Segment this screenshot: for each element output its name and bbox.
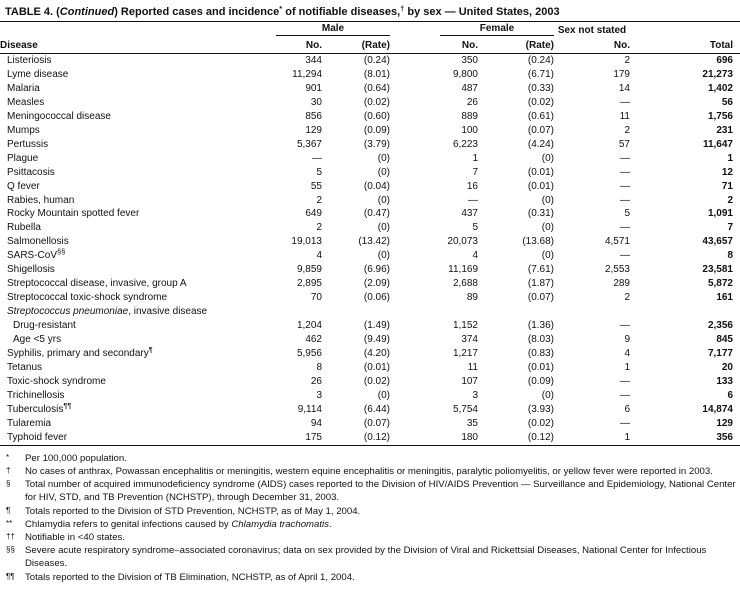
sex-not-stated-no-cell: —	[620, 152, 630, 164]
table-row	[0, 207, 740, 221]
female-no-cell: 16	[466, 180, 478, 192]
female-no-cell: 1,152	[452, 320, 478, 332]
female-no-cell: 374	[461, 334, 478, 346]
total-cell: 7	[727, 222, 733, 234]
sex-not-stated-no-cell: —	[620, 222, 630, 234]
male-no-cell: 5,956	[296, 348, 322, 360]
footnote	[6, 571, 736, 584]
male-no-cell: 5	[316, 166, 322, 178]
table-row	[0, 96, 740, 110]
footnote-ref: ¶	[148, 345, 153, 355]
female-no-cell: 4	[472, 250, 478, 262]
female-no-cell: 437	[461, 208, 478, 220]
male-no-cell: 856	[305, 110, 322, 122]
male-no-cell: 4	[316, 250, 322, 262]
footnote-ref-dagger: †	[400, 4, 405, 13]
male-rate-cell: (0.09)	[363, 124, 390, 136]
female-no-cell: 35	[466, 417, 478, 429]
disease-name: SARS-CoV§§	[7, 247, 66, 262]
disease-name: Tuberculosis¶¶	[7, 400, 72, 415]
footnote-text: Totals reported to the Division of STD Prevention, NCHSTP, as of May 1, 2004.	[25, 505, 361, 517]
table-row	[0, 249, 740, 263]
total-cell: 23,581	[702, 264, 733, 276]
disease-name: Streptococcal disease, invasive, group A	[7, 278, 187, 290]
male-rate-cell: (0)	[377, 152, 390, 164]
disease-name: Q fever	[7, 180, 40, 192]
disease-name: Meningococcal disease	[7, 110, 111, 122]
total-cell: 6	[727, 389, 733, 401]
male-no-cell: 11,294	[292, 68, 322, 80]
female-no-cell: —	[468, 194, 478, 206]
group-header-spacer-right	[630, 22, 740, 36]
total-column-header: Total	[630, 36, 740, 54]
disease-name: Listeriosis	[7, 55, 52, 66]
female-rate-cell: (0.02)	[527, 96, 554, 108]
female-group-header-cell	[390, 22, 554, 36]
footnote-text: Totals reported to the Division of TB Elimination, NCHSTP, as of April 1, 2004.	[25, 571, 355, 583]
disease-name: Tularemia	[7, 417, 52, 429]
table-row	[0, 152, 740, 166]
male-rate-cell: (4.20)	[363, 348, 390, 360]
footnote	[6, 478, 736, 504]
male-rate-cell: (1.49)	[363, 320, 390, 332]
total-cell: 21,273	[702, 68, 733, 80]
female-no-cell: 11,169	[448, 264, 478, 276]
female-no-cell: 2,688	[452, 278, 478, 290]
sex-not-stated-no-cell: 179	[613, 68, 630, 80]
male-group-header-cell	[244, 22, 390, 36]
total-cell: 696	[716, 55, 733, 66]
footnote-marker: *	[6, 452, 10, 462]
female-rate-cell: (0.61)	[527, 110, 554, 122]
table-row	[0, 347, 740, 361]
title-text-4: by sex — United States, 2003	[404, 6, 560, 18]
female-no-cell: 11	[467, 361, 478, 373]
total-cell: 2	[727, 194, 733, 206]
table-row	[0, 361, 740, 375]
disease-name: Lyme disease	[7, 68, 69, 80]
table-row	[0, 305, 740, 319]
female-rate-cell: (0)	[541, 152, 554, 164]
female-rate-cell: (3.93)	[527, 403, 554, 415]
male-no-cell: 1,204	[296, 320, 322, 332]
sex-not-stated-no-cell: 6	[624, 403, 630, 415]
female-rate-cell: (0)	[541, 194, 554, 206]
total-cell: 5,872	[707, 278, 733, 290]
group-header-spacer	[0, 22, 244, 36]
footnote	[6, 465, 736, 478]
total-cell: 133	[716, 375, 733, 387]
footnote-marker: §§	[6, 545, 15, 555]
male-rate-cell: (8.01)	[363, 68, 390, 80]
male-no-cell: 2,895	[296, 278, 322, 290]
male-rate-cell: (0.07)	[363, 417, 390, 429]
total-cell: 845	[716, 334, 733, 346]
sex-not-stated-no-cell: —	[620, 320, 630, 332]
total-cell: 1,402	[707, 82, 733, 94]
female-rate-cell: (0.31)	[527, 208, 554, 220]
male-rate-cell: (0.06)	[363, 292, 390, 304]
female-rate-cell: (0.33)	[527, 82, 554, 94]
male-rate-cell: (0)	[377, 222, 390, 234]
female-rate-cell: (0)	[541, 389, 554, 401]
table-row	[0, 180, 740, 194]
female-rate-cell: (0.09)	[527, 375, 554, 387]
table-row	[0, 291, 740, 305]
footnote-marker: §	[6, 479, 11, 489]
footnote-ref: ¶¶	[63, 400, 72, 410]
table-row	[0, 333, 740, 347]
male-rate-cell: (2.09)	[363, 278, 390, 290]
disease-name: Malaria	[7, 82, 40, 94]
female-no-cell: 180	[461, 431, 478, 443]
female-no-cell: 1,217	[452, 348, 478, 360]
sex-not-stated-no-cell: 11	[619, 110, 630, 122]
male-no-cell: 94	[310, 417, 322, 429]
female-no-cell: 20,073	[447, 236, 478, 248]
disease-name: Salmonellosis	[7, 236, 69, 248]
disease-name: Rocky Mountain spotted fever	[7, 208, 140, 220]
male-group-label: Male	[276, 23, 390, 36]
sex-not-stated-no-cell: 14	[618, 82, 630, 94]
footnote	[6, 531, 736, 544]
female-group-label: Female	[440, 23, 554, 36]
total-cell: 71	[721, 180, 733, 192]
total-cell: 356	[716, 431, 733, 443]
table-row	[0, 403, 740, 417]
male-rate-cell: (0.64)	[363, 82, 390, 94]
male-rate-cell: (0.02)	[363, 375, 390, 387]
male-no-cell: 70	[310, 292, 322, 304]
table-row	[0, 194, 740, 208]
title-text-2: ) Reported cases and incidence	[114, 6, 280, 18]
male-no-cell: 2	[316, 222, 322, 234]
total-cell: 231	[716, 124, 733, 136]
total-cell: 1,091	[707, 208, 733, 220]
table-row	[0, 431, 740, 445]
female-no-cell: 889	[461, 110, 478, 122]
male-no-cell: 5,367	[296, 138, 322, 150]
male-rate-column-header: (Rate)	[322, 36, 390, 54]
sex-not-stated-no-cell: 289	[613, 278, 630, 290]
female-rate-cell: (0.02)	[527, 417, 554, 429]
female-rate-cell: (0)	[541, 222, 554, 234]
table-title	[0, 0, 740, 22]
footnote-text: No cases of anthrax, Powassan encephalitis or meningitis, western equine encephalitis or meningitis, paralytic poliomyelitis, or yellow fever were reported in 2003.	[25, 465, 713, 477]
total-cell: 161	[716, 292, 733, 304]
sex-not-stated-no-cell: —	[620, 194, 630, 206]
male-rate-cell: (0)	[377, 389, 390, 401]
male-no-cell: 19,013	[291, 236, 322, 248]
total-cell: 56	[721, 96, 733, 108]
female-rate-cell: (0.24)	[527, 55, 554, 66]
male-no-cell: 9,859	[296, 264, 322, 276]
male-no-cell: 462	[305, 334, 322, 346]
table-row	[0, 54, 740, 68]
footnote-text: Notifiable in <40 states.	[25, 531, 125, 543]
footnote	[6, 518, 736, 531]
female-no-cell: 7	[472, 166, 478, 178]
female-no-cell: 89	[466, 292, 478, 304]
footnote-text: Chlamydia refers to genital infections caused by Chlamydia trachomatis.	[25, 518, 332, 530]
male-rate-cell: (6.96)	[363, 264, 390, 276]
male-no-cell: 344	[305, 55, 322, 66]
total-cell: 1,756	[707, 110, 733, 122]
disease-name: Streptococcus pneumoniae, invasive disease	[7, 306, 208, 318]
male-rate-cell: (13.42)	[358, 236, 390, 248]
disease-name: Toxic-shock syndrome	[7, 375, 106, 387]
female-no-cell: 5	[472, 222, 478, 234]
female-no-cell: 6,223	[452, 138, 478, 150]
disease-name: Measles	[7, 96, 45, 108]
disease-name: Trichinellosis	[7, 389, 65, 401]
male-rate-cell: (0)	[377, 194, 390, 206]
female-rate-cell: (4.24)	[527, 138, 554, 150]
sex-not-stated-no-cell: 2,553	[604, 264, 630, 276]
footnote	[6, 452, 736, 465]
female-no-cell: 487	[461, 82, 478, 94]
female-rate-cell: (7.61)	[527, 264, 554, 276]
female-rate-cell: (6.71)	[527, 68, 554, 80]
male-rate-cell: (6.44)	[363, 403, 390, 415]
footnote-text: Total number of acquired immunodeficiency syndrome (AIDS) cases reported to the Division of HIV/AIDS Prevention — Surveillance and Epidemiology, National Center for HIV, STD, and TB Prevention (NCHSTP), through December 31, 2003.	[25, 479, 736, 504]
sex-not-stated-no-cell: 9	[624, 334, 630, 346]
male-no-cell: 9,114	[297, 403, 322, 415]
male-rate-cell: (0)	[377, 166, 390, 178]
table-row	[0, 319, 740, 333]
table-row	[0, 417, 740, 431]
male-rate-cell: (0)	[377, 250, 390, 262]
female-no-cell: 9,800	[452, 68, 478, 80]
footnote-text: Severe acute respiratory syndrome–associated coronavirus; data on sex provided by the Division of Viral and Rickettsial Diseases, National Center for Infectious Diseases.	[25, 545, 707, 570]
disease-name: Streptococcal toxic-shock syndrome	[7, 292, 168, 304]
male-no-cell: 8	[316, 361, 322, 373]
male-rate-cell: (0.24)	[363, 55, 390, 66]
female-rate-cell	[478, 305, 554, 319]
female-rate-cell: (8.03)	[527, 334, 554, 346]
table-row	[0, 375, 740, 389]
disease-name: Shigellosis	[7, 264, 55, 276]
sex-not-stated-group-header-cell	[554, 22, 630, 36]
notifiable-diseases-table	[0, 22, 740, 446]
total-cell: 43,657	[702, 236, 733, 248]
male-no-column-header: No.	[244, 36, 322, 54]
male-rate-cell: (3.79)	[363, 138, 390, 150]
male-rate-cell: (9.49)	[363, 334, 390, 346]
footnote-marker: ¶	[6, 505, 11, 515]
title-text-3: of notifiable diseases,	[282, 6, 401, 18]
sex-not-stated-group-label: Sex not stated	[557, 25, 627, 36]
footnote-marker: **	[6, 518, 13, 528]
sex-not-stated-no-cell: 1	[624, 431, 630, 443]
male-rate-cell: (0.04)	[363, 180, 390, 192]
sex-not-stated-no-cell: 4,571	[604, 236, 630, 248]
male-no-cell: 649	[305, 208, 322, 220]
female-rate-cell: (0.07)	[527, 292, 554, 304]
male-rate-cell: (0.01)	[363, 361, 390, 373]
female-rate-cell: (0.12)	[527, 431, 554, 443]
sex-not-stated-no-cell: —	[620, 180, 630, 192]
sex-not-stated-no-cell: 2	[624, 124, 630, 136]
male-no-cell: 175	[305, 431, 322, 443]
male-no-cell: 2	[316, 194, 322, 206]
male-rate-cell: (0.47)	[363, 208, 390, 220]
footnote-marker: †	[6, 465, 11, 475]
title-text: TABLE 4. (	[5, 6, 60, 18]
table-row	[0, 166, 740, 180]
table-row	[0, 235, 740, 249]
female-rate-cell: (13.68)	[522, 236, 554, 248]
total-cell: 14,874	[702, 403, 733, 415]
sex-not-stated-no-cell: 2	[624, 55, 630, 66]
sex-not-stated-no-cell: 5	[624, 208, 630, 220]
disease-name: Drug-resistant	[13, 320, 76, 332]
sex-not-stated-no-cell: 1	[624, 361, 630, 373]
sex-not-stated-no-cell: 2	[624, 292, 630, 304]
female-no-cell: 1	[472, 152, 478, 164]
sex-not-stated-no-cell: 4	[624, 348, 630, 360]
footnote-text: Per 100,000 population.	[25, 452, 127, 464]
total-cell	[630, 305, 740, 319]
total-cell: 7,177	[707, 348, 733, 360]
female-no-cell: 26	[466, 96, 478, 108]
male-rate-cell: (0.60)	[363, 110, 390, 122]
disease-name: Typhoid fever	[7, 431, 68, 443]
male-no-cell: —	[312, 152, 322, 164]
disease-name: Rubella	[7, 222, 41, 234]
total-cell: 2,356	[707, 320, 733, 332]
female-rate-cell: (1.87)	[527, 278, 554, 290]
female-no-cell: 3	[472, 389, 478, 401]
total-cell: 11,647	[702, 138, 733, 150]
footnote-ref-asterisk: *	[279, 4, 283, 13]
male-no-cell: 55	[310, 180, 322, 192]
table-row	[0, 124, 740, 138]
male-rate-cell: (0.02)	[363, 96, 390, 108]
female-no-cell: 107	[461, 375, 478, 387]
disease-name: Rabies, human	[7, 194, 75, 206]
male-no-cell: 26	[310, 375, 322, 387]
total-cell: 8	[727, 250, 733, 262]
sex-not-stated-no-column-header: No.	[554, 36, 630, 54]
total-cell: 20	[721, 361, 733, 373]
disease-name: Tetanus	[7, 361, 43, 373]
disease-name: Psittacosis	[7, 166, 55, 178]
male-no-cell: 129	[305, 124, 322, 136]
female-rate-cell: (0.01)	[527, 166, 554, 178]
male-rate-cell	[322, 305, 390, 319]
female-rate-cell: (0.01)	[527, 180, 554, 192]
disease-name: Plague	[7, 152, 39, 164]
title-continued: Continued	[59, 6, 115, 18]
column-header-row	[0, 36, 740, 54]
female-rate-cell: (1.36)	[527, 320, 554, 332]
sex-not-stated-no-cell: —	[620, 96, 630, 108]
female-rate-column-header: (Rate)	[478, 36, 554, 54]
male-no-cell: 901	[305, 82, 322, 94]
sex-not-stated-no-cell: —	[620, 250, 630, 262]
table-row	[0, 110, 740, 124]
disease-name: Pertussis	[7, 138, 49, 150]
female-no-cell	[390, 305, 478, 319]
table-row	[0, 82, 740, 96]
female-no-cell: 100	[461, 124, 478, 136]
disease-column-header: Disease	[0, 36, 244, 54]
group-header-row	[0, 22, 740, 36]
total-cell: 12	[721, 166, 733, 178]
female-rate-cell: (0.07)	[527, 124, 554, 136]
sex-not-stated-no-cell	[554, 305, 630, 319]
table-row	[0, 221, 740, 235]
female-rate-cell: (0)	[541, 250, 554, 262]
footnote-marker: ¶¶	[6, 571, 15, 581]
table-row	[0, 138, 740, 152]
male-no-cell: 3	[316, 389, 322, 401]
table-row	[0, 277, 740, 291]
table-row	[0, 68, 740, 82]
female-no-column-header: No.	[390, 36, 478, 54]
sex-not-stated-no-cell: 57	[618, 138, 630, 150]
table-row	[0, 263, 740, 277]
footnote	[6, 544, 736, 570]
disease-name: Mumps	[7, 124, 40, 136]
female-no-cell: 5,754	[452, 403, 478, 415]
footnotes-section	[0, 452, 740, 584]
female-rate-cell: (0.83)	[527, 348, 554, 360]
total-cell: 1	[727, 152, 733, 164]
female-no-cell: 350	[461, 55, 478, 66]
sex-not-stated-no-cell: —	[620, 389, 630, 401]
disease-name: Syphilis, primary and secondary¶	[7, 345, 153, 360]
male-rate-cell: (0.12)	[363, 431, 390, 443]
disease-name: Age <5 yrs	[13, 334, 62, 346]
sex-not-stated-no-cell: —	[620, 417, 630, 429]
footnote-ref: §§	[57, 247, 66, 257]
sex-not-stated-no-cell: —	[620, 166, 630, 178]
footnote	[6, 505, 736, 518]
male-no-cell	[244, 305, 322, 319]
total-cell: 129	[716, 417, 733, 429]
male-no-cell: 30	[310, 96, 322, 108]
footnote-marker: ††	[6, 531, 15, 541]
female-rate-cell: (0.01)	[527, 361, 554, 373]
table-row	[0, 389, 740, 403]
sex-not-stated-no-cell: —	[620, 375, 630, 387]
